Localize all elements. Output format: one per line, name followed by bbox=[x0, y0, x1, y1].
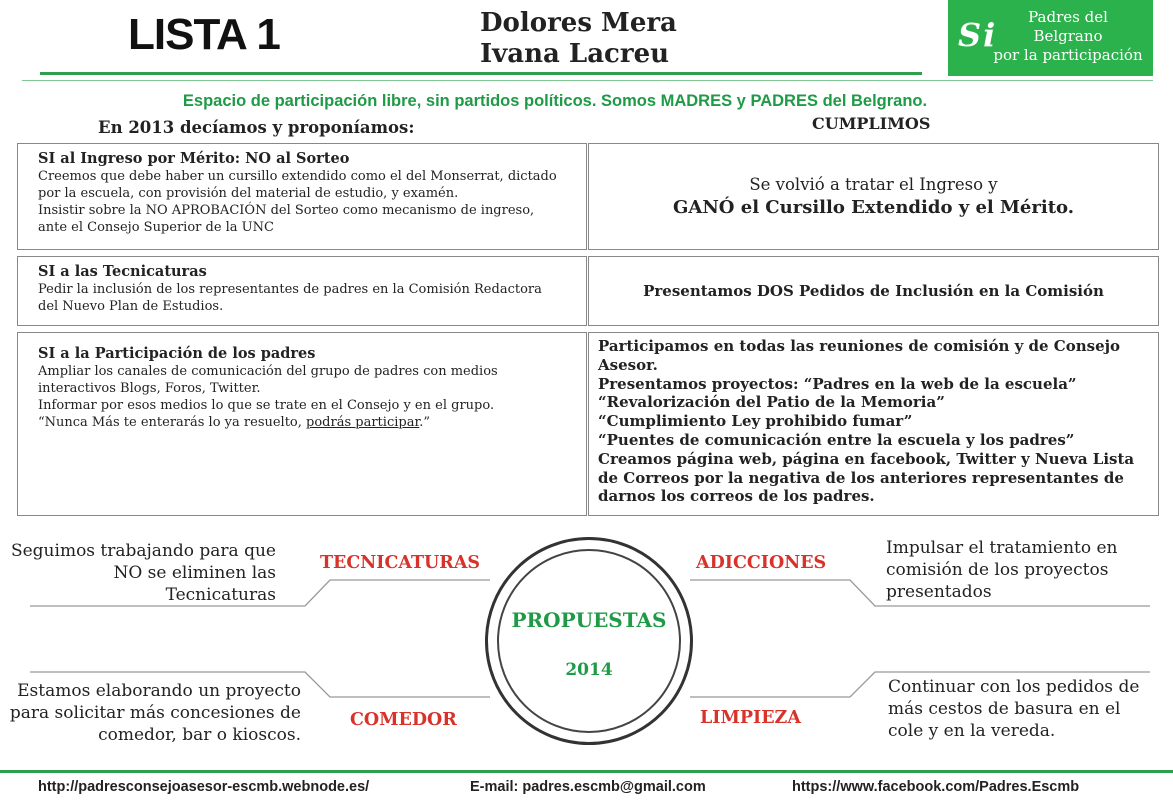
result-line: “Revalorización del Patio de la Memoria” bbox=[598, 393, 945, 412]
label-limpieza: LIMPIEZA bbox=[700, 708, 801, 728]
result-line: de Correos por la negativa de los anteriores representantes de bbox=[598, 468, 1124, 487]
logo-si-text: Si bbox=[958, 16, 998, 54]
proposal-text: Informar por esos medios lo que se trate en el Consejo y en el grupo. bbox=[38, 398, 495, 413]
quote-end: .” bbox=[419, 415, 431, 430]
footer-email[interactable]: E-mail: padres.escmb@gmail.com bbox=[470, 779, 706, 795]
quote-start: “Nunca Más te enterarás lo ya resuelto, bbox=[38, 415, 307, 430]
proposal-text: por la escuela, con provisión del material de estudio, y examén. bbox=[38, 186, 459, 201]
logo-line: Padres del bbox=[1028, 8, 1108, 26]
proposal-text: del Nuevo Plan de Estudios. bbox=[38, 299, 224, 314]
label-comedor: COMEDOR bbox=[350, 710, 457, 730]
text-adicciones bbox=[886, 537, 1118, 603]
text-line: Estamos elaborando un proyecto bbox=[17, 681, 301, 701]
proposal-title: SI a la Participación de los padres bbox=[38, 345, 316, 362]
text-line: comisión de los proyectos bbox=[886, 560, 1109, 580]
result-text-bold: Presentamos DOS Pedidos de Inclusión en la Comisión bbox=[643, 282, 1104, 300]
text-line: más cestos de basura en el bbox=[888, 699, 1121, 719]
text-line: Impulsar el tratamiento en bbox=[886, 538, 1118, 558]
proposal-text: interactivos Blogs, Foros, Twitter. bbox=[38, 381, 261, 396]
candidate-name: Ivana Lacreu bbox=[480, 39, 670, 69]
result-line: Asesor. bbox=[598, 355, 658, 374]
text-tecnicaturas bbox=[0, 540, 276, 606]
result-line: “Cumplimiento Ley prohibido fumar” bbox=[598, 412, 913, 431]
footer-divider bbox=[0, 770, 1173, 773]
text-line: Tecnicaturas bbox=[165, 585, 276, 605]
proposals-title: PROPUESTAS bbox=[511, 608, 667, 632]
text-line: comedor, bar o kioscos. bbox=[98, 725, 301, 745]
candidate-name: Dolores Mera bbox=[480, 8, 677, 38]
result-line: Presentamos proyectos: “Padres en la web de la escuela” bbox=[598, 374, 1077, 393]
text-line: NO se eliminen las bbox=[113, 563, 276, 583]
column-heading-left: En 2013 decíamos y proponíamos: bbox=[98, 118, 415, 137]
result-line: Creamos página web, página en facebook, Twitter y Nueva Lista bbox=[598, 449, 1135, 468]
footer-website-link[interactable]: http://padresconsejoasesor-escmb.webnode.es/ bbox=[38, 779, 370, 795]
label-adicciones: ADICCIONES bbox=[696, 553, 827, 573]
text-line: cole y en la vereda. bbox=[888, 721, 1056, 741]
text-limpieza bbox=[888, 676, 1139, 742]
text-line: Seguimos trabajando para que bbox=[10, 541, 276, 561]
proposals-circle-inner bbox=[497, 549, 681, 733]
proposal-text: Insistir sobre la NO APROBACIÓN del Sorteo como mecanismo de ingreso, bbox=[38, 203, 535, 218]
proposal-title: SI a las Tecnicaturas bbox=[38, 263, 207, 280]
label-tecnicaturas: TECNICATURAS bbox=[320, 553, 481, 573]
result-line: Participamos en todas las reuniones de comisión y de Consejo bbox=[598, 337, 1121, 355]
proposal-text: ante el Consejo Superior de la UNC bbox=[38, 220, 274, 235]
footer-facebook-link[interactable]: https://www.facebook.com/Padres.Escmb bbox=[792, 779, 1080, 795]
column-heading-right: CUMPLIMOS bbox=[812, 114, 931, 133]
logo-line: por la participación bbox=[993, 46, 1143, 64]
text-line: para solicitar más concesiones de bbox=[9, 703, 301, 723]
text-comedor bbox=[0, 680, 301, 746]
text-line: Continuar con los pedidos de bbox=[888, 677, 1140, 697]
proposal-text: Pedir la inclusión de los representantes de padres en la Comisión Redactora bbox=[38, 282, 542, 297]
result-line: darnos los correos de los padres. bbox=[598, 487, 875, 506]
result-text-bold: GANÓ el Cursillo Extendido y el Mérito. bbox=[673, 197, 1074, 218]
proposal-text: Creemos que debe haber un cursillo extendido como el del Monserrat, dictado bbox=[38, 169, 557, 184]
text-line: presentados bbox=[886, 582, 992, 602]
slogan: Espacio de participación libre, sin partidos políticos. Somos MADRES y PADRES del Belgrano. bbox=[182, 92, 928, 110]
logo-line: Belgrano bbox=[1033, 27, 1103, 45]
proposals-year: 2014 bbox=[565, 660, 613, 680]
quote-underlined: podrás participar bbox=[306, 415, 420, 430]
result-line: “Puentes de comunicación entre la escuela y los padres” bbox=[598, 430, 1075, 449]
result-text: Se volvió a tratar el Ingreso y bbox=[749, 175, 998, 194]
proposal-text: Ampliar los canales de comunicación del grupo de padres con medios bbox=[38, 364, 498, 379]
proposal-title: SI al Ingreso por Mérito: NO al Sorteo bbox=[38, 150, 350, 167]
list-title: LISTA 1 bbox=[128, 10, 280, 59]
